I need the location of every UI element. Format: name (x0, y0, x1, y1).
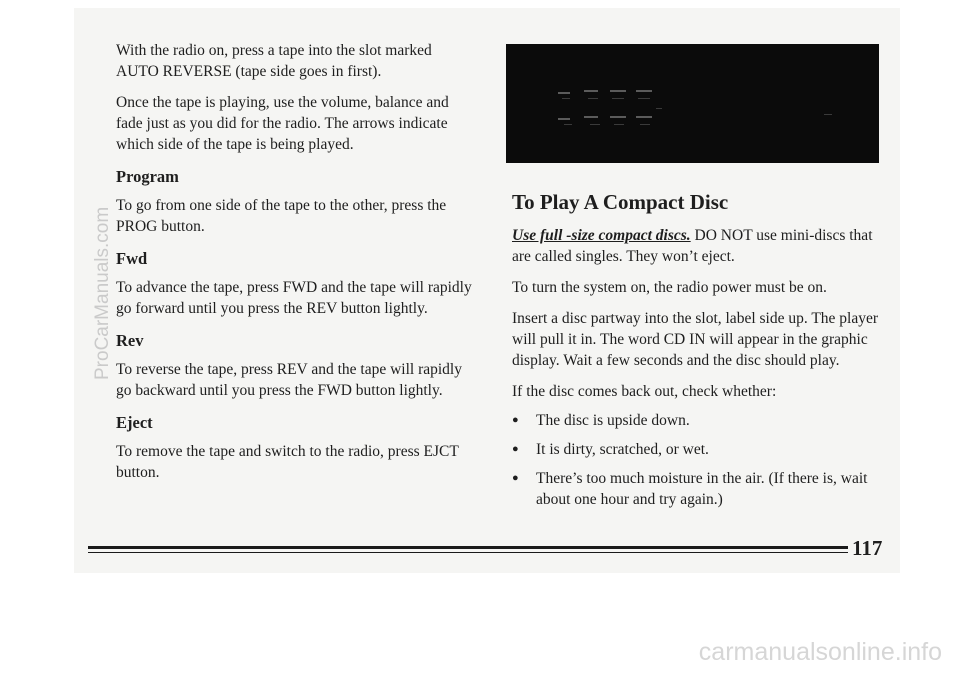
right-column (512, 190, 882, 510)
rev-heading: Rev (116, 331, 144, 350)
list-item: ● The disc is upside down. (512, 412, 690, 429)
bullet-icon: ● (512, 472, 519, 484)
check-paragraph: If the disc comes back out, check whether: (512, 383, 777, 400)
eject-text: To remove the tape and switch to the radio, press EJCT button. (116, 443, 459, 481)
intro-paragraph: With the radio on, press a tape into the slot marked AUTO REVERSE (tape side goes in first). (116, 42, 432, 80)
disc-size-paragraph (512, 225, 882, 267)
list-item: ● It is dirty, scratched, or wet. (512, 441, 709, 458)
page-number: 117 (852, 536, 883, 560)
list-item: ● There’s too much moisture in the air. (If there is, wait about one hour and try again.) (512, 470, 868, 508)
left-column (116, 40, 476, 483)
bullet-icon: ● (512, 443, 519, 455)
rev-text: To reverse the tape, press REV and the tape will rapidly go backward until you press the FWD button lightly. (116, 361, 462, 399)
disc-size-rest: DO NOT use mini-discs that are called singles. They won’t eject. (512, 227, 873, 265)
fwd-heading: Fwd (116, 249, 148, 268)
check-list (512, 410, 882, 510)
footer-rule-thin (88, 552, 848, 553)
footer-rule (88, 546, 848, 549)
power-paragraph: To turn the system on, the radio power must be on. (512, 279, 827, 296)
insert-paragraph: Insert a disc partway into the slot, label side up. The player will pull it in. The word CD IN will appear in the graphic display. Wait a few seconds and the disc should play. (512, 310, 879, 369)
section-heading: To Play A Compact Disc (512, 190, 729, 214)
bullet-icon: ● (512, 414, 519, 426)
fwd-text: To advance the tape, press FWD and the tape will rapidly go forward until you press the REV button lightly. (116, 279, 472, 317)
radio-display-photo (506, 44, 879, 163)
eject-heading: Eject (116, 413, 153, 432)
program-heading: Program (116, 167, 179, 186)
program-text: To go from one side of the tape to the other, press the PROG button. (116, 197, 447, 235)
footer-watermark: carmanualsonline.info (698, 638, 942, 666)
side-watermark: ProCarManuals.com (92, 206, 113, 380)
disc-size-note: Use full -size compact discs. (512, 227, 691, 244)
playing-paragraph: Once the tape is playing, use the volume, balance and fade just as you did for the radio. The arrows indicate which side of the tape is being played. (116, 94, 449, 153)
